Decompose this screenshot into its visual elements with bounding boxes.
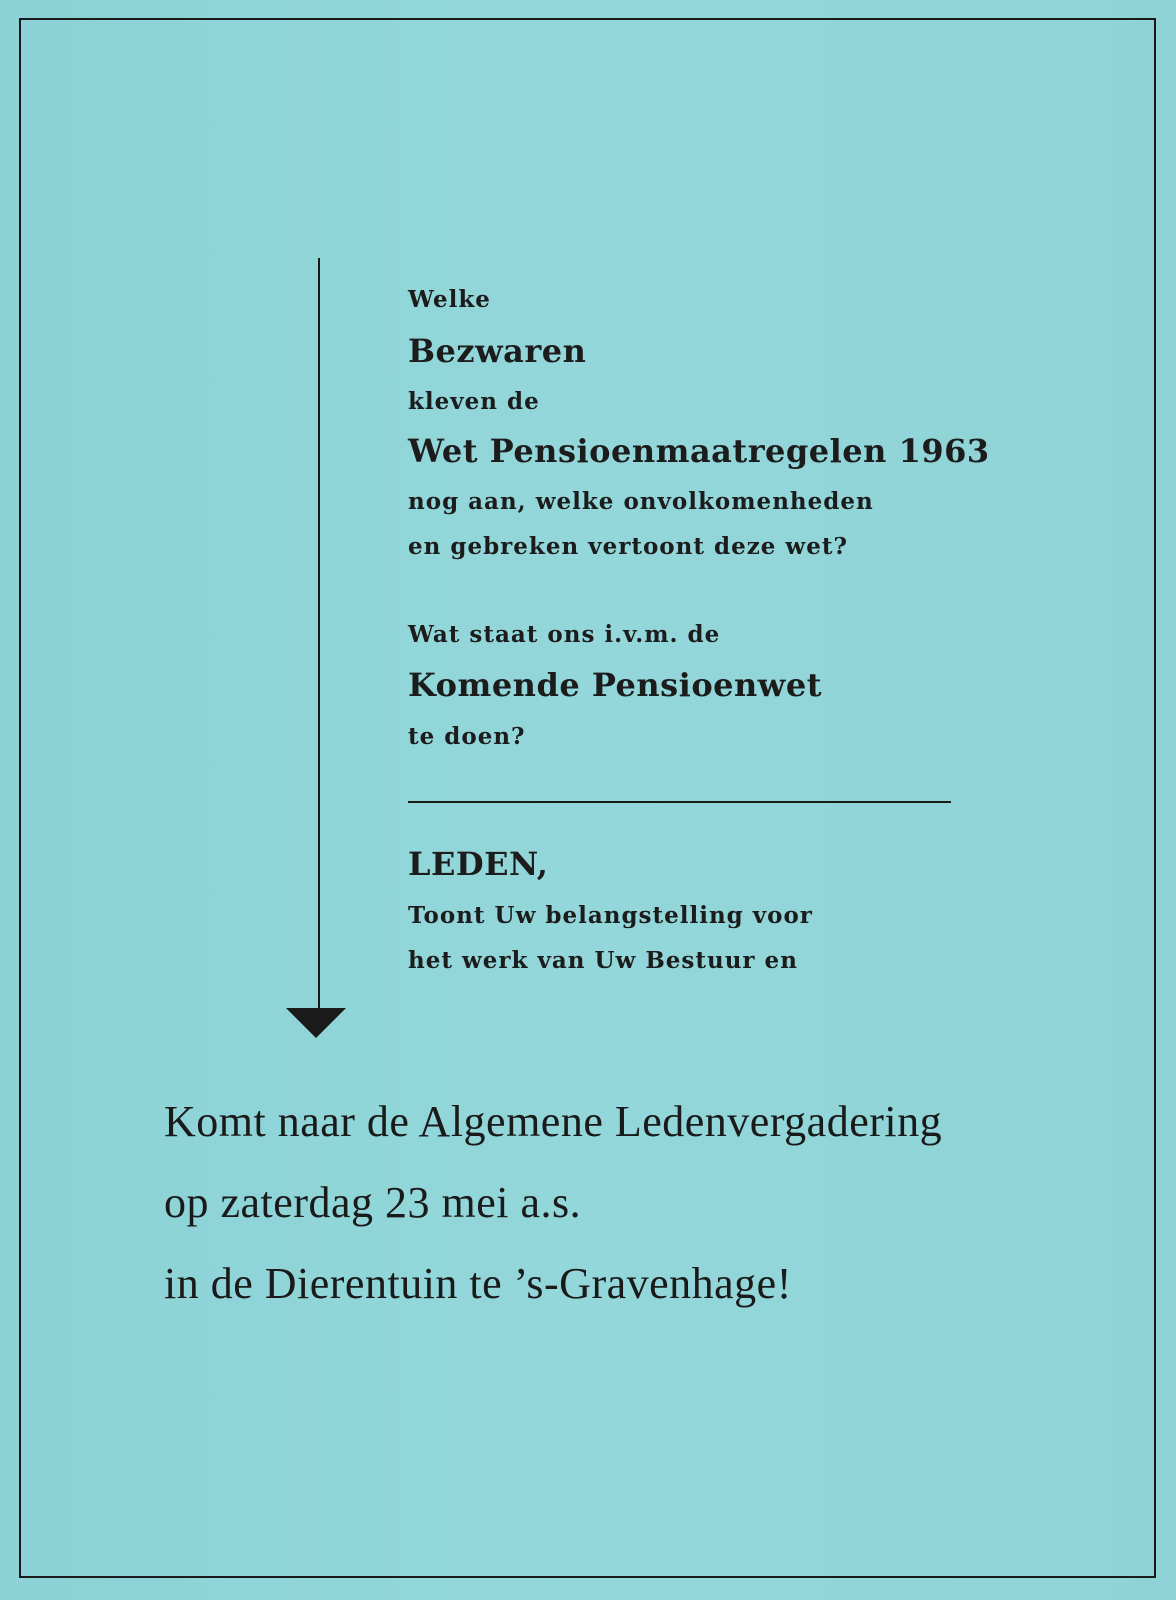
text-wat-staat: Wat staat ons i.v.m. de (408, 621, 721, 648)
invitation-line-2: op zaterdag 23 mei a.s. (164, 1178, 582, 1227)
invitation-line-1: Komt naar de Algemene Ledenvergadering (164, 1097, 943, 1146)
heading-komende: Komende Pensioenwet (408, 666, 822, 704)
divider (408, 801, 951, 803)
heading-wet: Wet Pensioenmaatregelen 1963 (408, 432, 990, 470)
text-te-doen: te doen? (408, 723, 526, 750)
heading-bezwaren: Bezwaren (408, 332, 587, 370)
intro-word: Welke (408, 286, 491, 313)
arrow-shaft (318, 258, 320, 1010)
text-gebreken: en gebreken vertoont deze wet? (408, 533, 848, 560)
arrow-down-icon (286, 1008, 346, 1038)
invitation-line-3: in de Dierentuin te ’s-Gravenhage! (164, 1259, 792, 1308)
text-kleven: kleven de (408, 388, 540, 415)
heading-leden: LEDEN, (408, 845, 549, 883)
text-belangstelling: Toont Uw belangstelling voor (408, 902, 813, 929)
page-border (19, 18, 1156, 1578)
text-onvolkomenheden: nog aan, welke onvolkomenheden (408, 488, 874, 515)
text-bestuur: het werk van Uw Bestuur en (408, 947, 798, 974)
